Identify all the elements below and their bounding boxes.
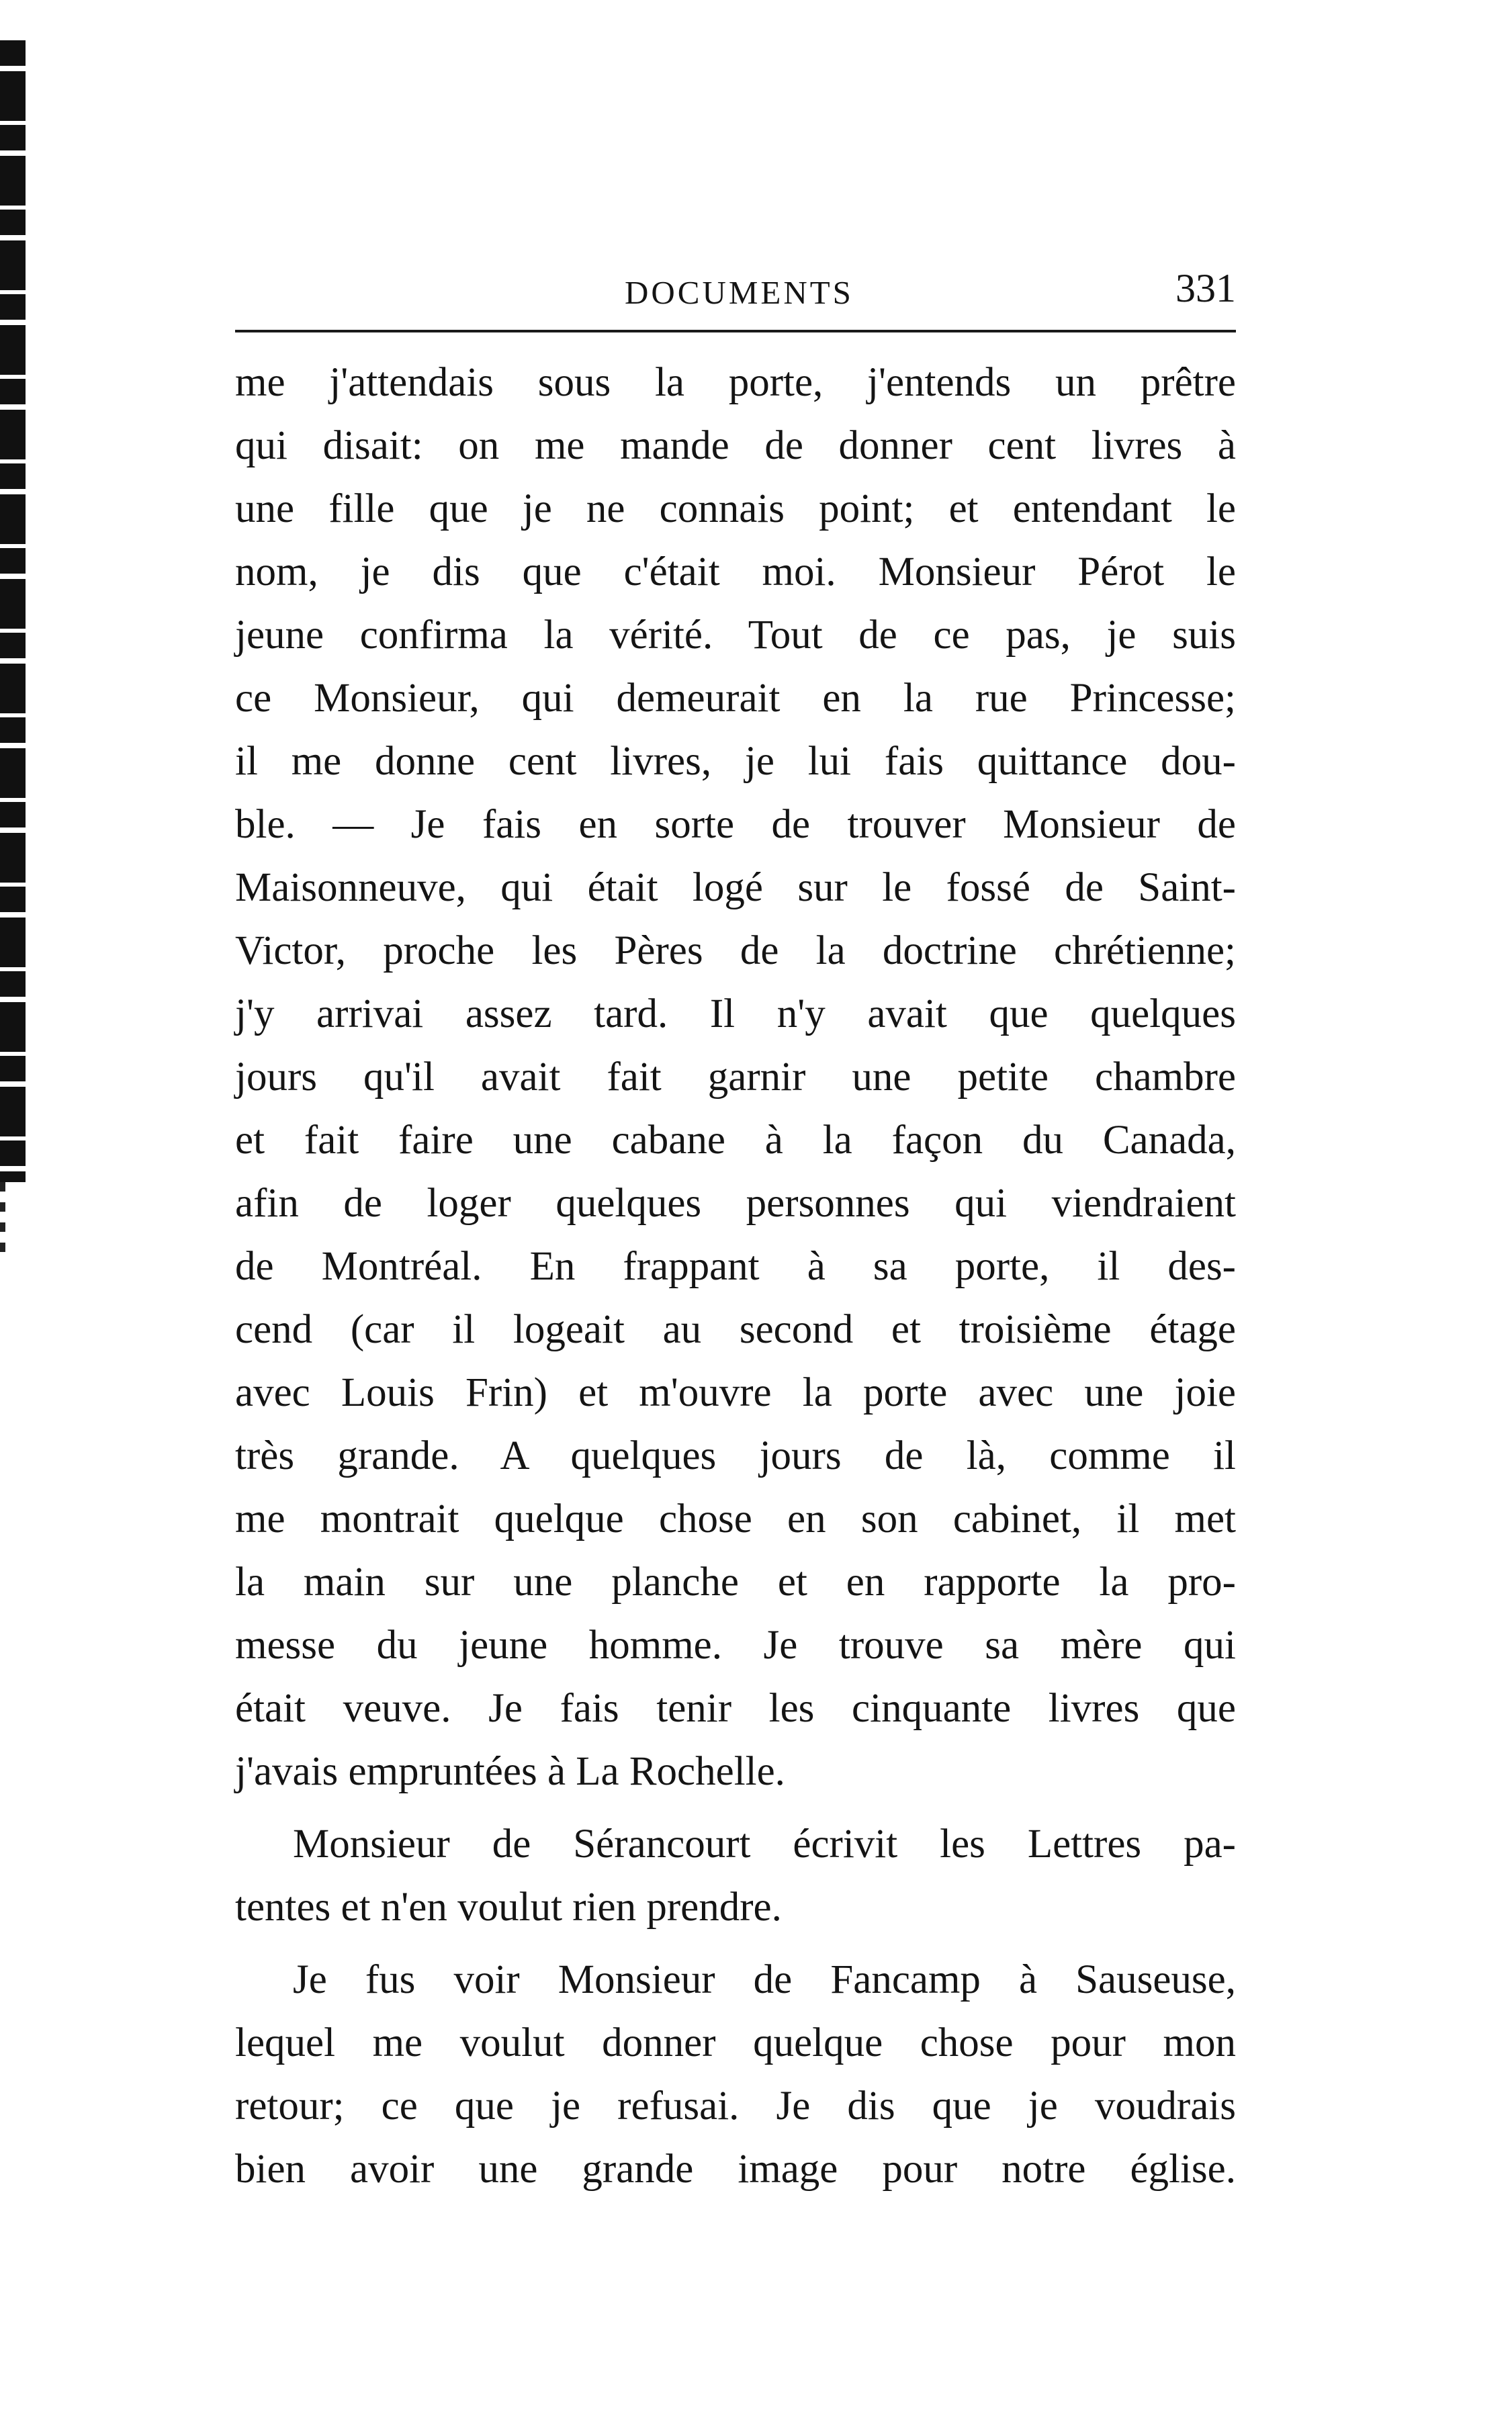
- paragraph-end-line: tentes et n'en voulut rien prendre.: [235, 1885, 782, 1930]
- paragraph-end-line: j'avais empruntées à La Rochelle.: [235, 1749, 785, 1794]
- text-line: jours qu'il avait fait garnir une petite chambre: [235, 1055, 1236, 1100]
- text-line: il me donne cent livres, je lui fais quittance dou-: [235, 739, 1236, 784]
- text-line: Maisonneuve, qui était logé sur le fossé de Saint-: [235, 865, 1236, 910]
- text-line: ce Monsieur, qui demeurait en la rue Princesse;: [235, 676, 1236, 721]
- text-line: et fait faire une cabane à la façon du Canada,: [235, 1118, 1236, 1163]
- running-head: DOCUMENTS: [625, 274, 854, 311]
- text-line: cend (car il logeait au second et troisième étage: [235, 1307, 1236, 1352]
- body-text: [235, 351, 1236, 2201]
- paragraph-first-line: Monsieur de Sérancourt écrivit les Lettres pa-: [293, 1822, 1236, 1867]
- text-line: me montrait quelque chose en son cabinet, il met: [235, 1496, 1236, 1541]
- text-line: jeune confirma la vérité. Tout de ce pas, je suis: [235, 613, 1236, 658]
- text-line: me j'attendais sous la porte, j'entends un prêtre: [235, 360, 1236, 405]
- page-header: [235, 265, 1236, 326]
- text-line: Victor, proche les Pères de la doctrine chrétienne;: [235, 928, 1236, 973]
- text-line: une fille que je ne connais point; et entendant le: [235, 486, 1236, 531]
- text-line: nom, je dis que c'était moi. Monsieur Pérot le: [235, 549, 1236, 594]
- text-line: la main sur une planche et en rapporte la pro-: [235, 1560, 1236, 1605]
- binding-edge-shadow-tail: [0, 1182, 5, 1256]
- text-line: retour; ce que je refusai. Je dis que je voudrais: [235, 2084, 1236, 2129]
- text-line: j'y arrivai assez tard. Il n'y avait que quelques: [235, 991, 1236, 1036]
- text-line: qui disait: on me mande de donner cent livres à: [235, 423, 1236, 468]
- text-line: de Montréal. En frappant à sa porte, il des-: [235, 1244, 1236, 1289]
- header-rule: [235, 330, 1236, 332]
- text-line: avec Louis Frin) et m'ouvre la porte avec une joie: [235, 1370, 1236, 1415]
- text-line: messe du jeune homme. Je trouve sa mère qui: [235, 1623, 1236, 1668]
- text-line: afin de loger quelques personnes qui viendraient: [235, 1181, 1236, 1226]
- text-line: bien avoir une grande image pour notre église.: [235, 2147, 1236, 2192]
- paragraph-first-line: Je fus voir Monsieur de Fancamp à Sauseuse,: [293, 1957, 1236, 2002]
- text-line: lequel me voulut donner quelque chose pour mon: [235, 2020, 1236, 2065]
- text-line: très grande. A quelques jours de là, comme il: [235, 1433, 1236, 1478]
- text-line: ble. — Je fais en sorte de trouver Monsieur de: [235, 802, 1236, 847]
- page-number: 331: [1175, 266, 1236, 310]
- text-line: était veuve. Je fais tenir les cinquante livres que: [235, 1686, 1236, 1731]
- binding-edge-shadow: [0, 40, 26, 1182]
